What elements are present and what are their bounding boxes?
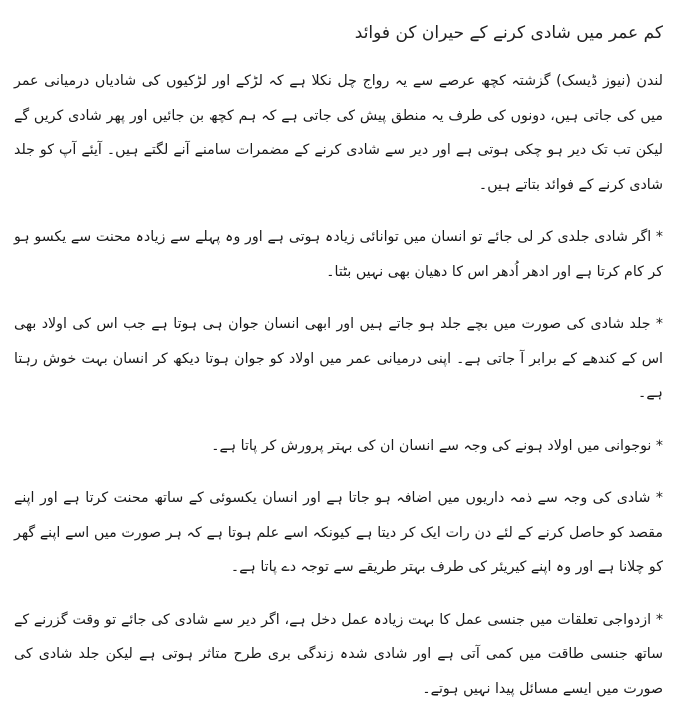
benefit-paragraph-energy: * اگر شادی جلدی کر لی جائے تو انسان میں توانائی زیادہ ہوتی ہے اور وہ پہلے سے زیادہ محنت سے یکسو ہو کر کام کرتا ہے اور ادھر اُدھر اس کا دھیان بھی نہیں بٹتا۔ [14,220,663,289]
article-title: کم عمر میں شادی کرنے کے حیران کن فوائد [14,20,663,46]
benefit-paragraph-marital: * ازدواجی تعلقات میں جنسی عمل کا بہت زیادہ عمل دخل ہے، اگر دیر سے شادی کی جائے تو وقت گزرنے کے ساتھ جنسی طاقت میں کمی آتی ہے اور شادی شدہ زندگی بری طرح متاثر ہوتی ہے لیکن جلد شادی کی صورت میں ایسے مسائل پیدا نہیں ہوتے۔ [14,603,663,706]
benefit-paragraph-children: * جلد شادی کی صورت میں بچے جلد ہو جاتے ہیں اور ابھی انسان جوان ہی ہوتا ہے جب اس کی اولاد بھی اس کے کندھے کے برابر آ جاتی ہے۔ اپنی درمیانی عمر میں اولاد کو جوان ہوتا دیکھ کر انسان بہت خوش رہتا ہے۔ [14,307,663,411]
benefit-paragraph-upbringing: * نوجوانی میں اولاد ہونے کی وجہ سے انسان ان کی بہتر پرورش کر پاتا ہے۔ [14,429,663,464]
article-intro-paragraph: لندن (نیوز ڈیسک) گزشتہ کچھ عرصے سے یہ رواج چل نکلا ہے کہ لڑکے اور لڑکیوں کی شادیاں درمیانی عمر میں کی جاتی ہیں، دونوں کی طرف یہ منطق پیش کی جاتی ہے کہ ہم کچھ بن جائیں اور پھر شادی کریں گے لیکن تب تک دیر ہو چکی ہوتی ہے اور دیر سے شادی کرنے کے مضمرات سامنے آنے لگتے ہیں۔ آیئے آپ کو جلد شادی کرنے کے فوائد بتاتے ہیں۔ [14,64,663,202]
benefit-paragraph-responsibility: * شادی کی وجہ سے ذمہ داریوں میں اضافہ ہو جاتا ہے اور انسان یکسوئی کے ساتھ محنت کرتا ہے اور اپنے مقصد کو حاصل کرنے کے لئے دن رات ایک کر دیتا ہے کیونکہ اسے علم ہوتا ہے کہ ہر صورت میں اسے اپنے گھر کو چلانا ہے اور وہ اپنے کیریئر کی طرف بہتر طریقے سے توجہ دے پاتا ہے۔ [14,481,663,585]
